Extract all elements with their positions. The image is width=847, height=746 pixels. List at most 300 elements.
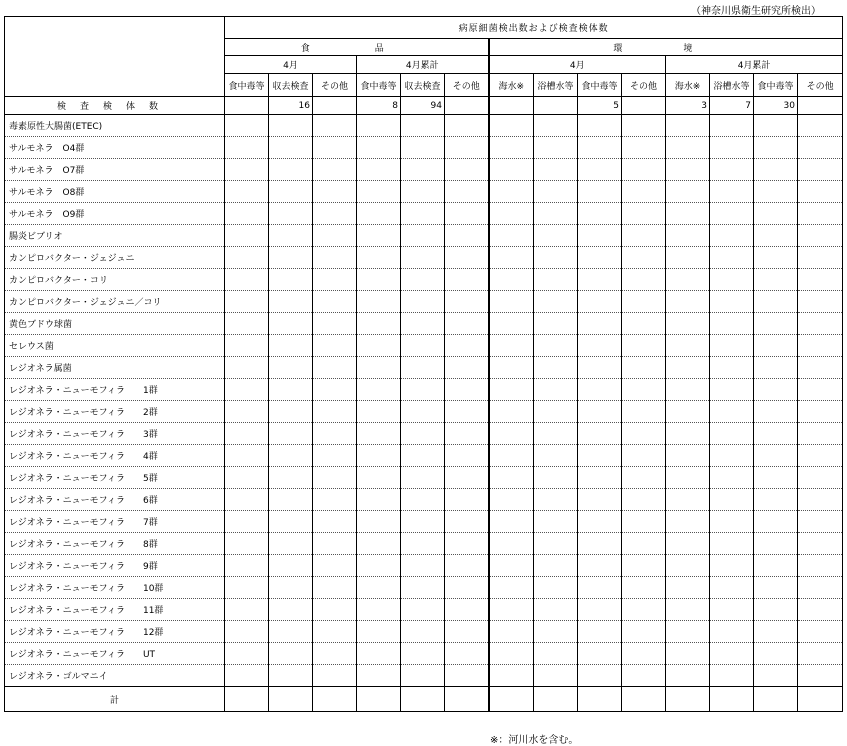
data-cell: [445, 181, 489, 203]
data-cell: [798, 511, 843, 533]
data-cell: [357, 489, 401, 511]
data-cell: [622, 137, 666, 159]
data-cell: [666, 115, 710, 137]
table-row: [5, 247, 843, 269]
data-cell: [578, 291, 622, 313]
data-cell: [401, 599, 445, 621]
organism-label: レジオネラ・ニューモフィラ 4群: [5, 445, 225, 467]
data-cell: [754, 203, 798, 225]
data-cell: [225, 181, 269, 203]
count-label: 検査検体数: [5, 97, 225, 115]
data-cell: [666, 291, 710, 313]
organism-label: レジオネラ属菌: [5, 357, 225, 379]
data-cell: [622, 423, 666, 445]
data-cell: [269, 137, 313, 159]
data-cell: [225, 621, 269, 643]
data-cell: [489, 357, 534, 379]
data-cell: [754, 313, 798, 335]
col-food-month-1: 収去検査: [269, 74, 313, 97]
data-cell: [578, 511, 622, 533]
data-cell: [622, 533, 666, 555]
table-row: [5, 577, 843, 599]
data-cell: [401, 533, 445, 555]
data-cell: [445, 269, 489, 291]
data-cell: [754, 533, 798, 555]
data-cell: [401, 357, 445, 379]
data-cell: [666, 423, 710, 445]
data-cell: [710, 159, 754, 181]
count-cell: [622, 97, 666, 115]
data-cell: [754, 357, 798, 379]
data-cell: [534, 225, 578, 247]
total-cell: [489, 687, 534, 712]
data-cell: [313, 489, 357, 511]
data-cell: [445, 489, 489, 511]
total-cell: [622, 687, 666, 712]
data-cell: [269, 203, 313, 225]
data-cell: [578, 225, 622, 247]
data-cell: [489, 621, 534, 643]
organism-label: サルモネラ O9群: [5, 203, 225, 225]
table-row: [5, 269, 843, 291]
data-cell: [269, 533, 313, 555]
table-row: [5, 467, 843, 489]
data-cell: [357, 533, 401, 555]
data-cell: [710, 599, 754, 621]
data-cell: [313, 247, 357, 269]
data-cell: [798, 621, 843, 643]
data-cell: [754, 489, 798, 511]
data-cell: [269, 335, 313, 357]
data-cell: [710, 445, 754, 467]
data-cell: [269, 225, 313, 247]
data-cell: [622, 291, 666, 313]
data-cell: [445, 665, 489, 687]
data-cell: [445, 357, 489, 379]
table-row: [5, 379, 843, 401]
col-env-cum-2: 食中毒等: [754, 74, 798, 97]
data-cell: [489, 467, 534, 489]
data-cell: [313, 555, 357, 577]
data-cell: [666, 247, 710, 269]
data-cell: [489, 555, 534, 577]
organism-label: レジオネラ・ニューモフィラ UT: [5, 643, 225, 665]
data-cell: [357, 599, 401, 621]
data-cell: [313, 533, 357, 555]
data-cell: [754, 423, 798, 445]
data-cell: [489, 313, 534, 335]
col-env-cum-0: 海水※: [666, 74, 710, 97]
table-row: [5, 137, 843, 159]
data-cell: [622, 555, 666, 577]
data-cell: [798, 379, 843, 401]
data-cell: [578, 247, 622, 269]
data-cell: [622, 181, 666, 203]
data-cell: [313, 423, 357, 445]
data-cell: [313, 335, 357, 357]
col-food-cum-0: 食中毒等: [357, 74, 401, 97]
data-cell: [269, 291, 313, 313]
data-cell: [578, 577, 622, 599]
data-cell: [357, 203, 401, 225]
data-cell: [622, 225, 666, 247]
data-cell: [534, 181, 578, 203]
data-cell: [798, 269, 843, 291]
data-cell: [313, 159, 357, 181]
data-cell: [578, 467, 622, 489]
data-cell: [313, 643, 357, 665]
data-cell: [754, 577, 798, 599]
data-cell: [225, 203, 269, 225]
data-cell: [710, 335, 754, 357]
data-cell: [622, 115, 666, 137]
data-cell: [445, 159, 489, 181]
organism-label: サルモネラ O8群: [5, 181, 225, 203]
col-env-month-3: その他: [622, 74, 666, 97]
data-cell: [225, 137, 269, 159]
data-cell: [578, 379, 622, 401]
data-cell: [622, 313, 666, 335]
count-cell: [798, 97, 843, 115]
data-cell: [225, 247, 269, 269]
data-cell: [489, 247, 534, 269]
data-cell: [578, 269, 622, 291]
data-cell: [666, 137, 710, 159]
data-cell: [534, 335, 578, 357]
organism-label: レジオネラ・ニューモフィラ 10群: [5, 577, 225, 599]
data-cell: [578, 203, 622, 225]
table-row: [5, 291, 843, 313]
data-cell: [357, 621, 401, 643]
data-cell: [225, 159, 269, 181]
data-cell: [269, 247, 313, 269]
table-row: [5, 357, 843, 379]
data-cell: [225, 599, 269, 621]
data-cell: [489, 445, 534, 467]
data-cell: [666, 313, 710, 335]
data-cell: [269, 313, 313, 335]
data-cell: [534, 401, 578, 423]
data-cell: [798, 335, 843, 357]
organism-label: レジオネラ・ニューモフィラ 1群: [5, 379, 225, 401]
organism-label: レジオネラ・ニューモフィラ 12群: [5, 621, 225, 643]
data-cell: [357, 665, 401, 687]
data-cell: [225, 357, 269, 379]
data-cell: [357, 313, 401, 335]
data-cell: [489, 511, 534, 533]
table-row: [5, 225, 843, 247]
data-cell: [710, 467, 754, 489]
data-cell: [578, 115, 622, 137]
data-cell: [401, 225, 445, 247]
data-cell: [798, 115, 843, 137]
col-env-cum-1: 浴槽水等: [710, 74, 754, 97]
data-cell: [357, 467, 401, 489]
data-cell: [754, 225, 798, 247]
data-cell: [534, 599, 578, 621]
data-cell: [357, 401, 401, 423]
data-cell: [754, 181, 798, 203]
data-cell: [754, 665, 798, 687]
data-cell: [445, 467, 489, 489]
data-cell: [269, 643, 313, 665]
data-cell: [754, 159, 798, 181]
data-cell: [798, 247, 843, 269]
data-cell: [313, 269, 357, 291]
data-cell: [534, 203, 578, 225]
data-cell: [445, 115, 489, 137]
organism-label: カンピロバクター・ジェジュニ: [5, 247, 225, 269]
data-cell: [754, 599, 798, 621]
data-cell: [754, 401, 798, 423]
data-cell: [578, 159, 622, 181]
data-cell: [622, 643, 666, 665]
data-cell: [622, 159, 666, 181]
data-cell: [798, 555, 843, 577]
organism-label: 腸炎ビブリオ: [5, 225, 225, 247]
data-cell: [269, 181, 313, 203]
data-cell: [225, 577, 269, 599]
data-cell: [754, 247, 798, 269]
data-cell: [269, 599, 313, 621]
data-cell: [622, 401, 666, 423]
organism-label: カンピロバクター・コリ: [5, 269, 225, 291]
data-cell: [269, 665, 313, 687]
data-cell: [269, 577, 313, 599]
data-cell: [534, 533, 578, 555]
food-cumulative-header: 4月累計: [357, 56, 489, 74]
data-cell: [269, 511, 313, 533]
data-cell: [578, 665, 622, 687]
env-month-header: 4月: [489, 56, 666, 74]
count-cell: 5: [578, 97, 622, 115]
table-row: [5, 115, 843, 137]
table-row: [5, 599, 843, 621]
data-cell: [754, 335, 798, 357]
data-cell: [754, 643, 798, 665]
data-cell: [534, 555, 578, 577]
data-cell: [269, 401, 313, 423]
data-cell: [534, 379, 578, 401]
data-cell: [357, 159, 401, 181]
data-cell: [710, 665, 754, 687]
data-cell: [534, 643, 578, 665]
source-note: （神奈川県衛生研究所検出）: [691, 6, 821, 17]
data-cell: [445, 533, 489, 555]
data-cell: [534, 423, 578, 445]
data-cell: [225, 313, 269, 335]
data-cell: [489, 665, 534, 687]
data-cell: [313, 115, 357, 137]
data-cell: [622, 577, 666, 599]
data-cell: [225, 269, 269, 291]
data-cell: [357, 181, 401, 203]
data-cell: [313, 137, 357, 159]
data-cell: [401, 181, 445, 203]
data-cell: [666, 555, 710, 577]
total-cell: [798, 687, 843, 712]
data-cell: [798, 357, 843, 379]
total-label: 計: [5, 687, 225, 712]
data-cell: [666, 335, 710, 357]
table-row: [5, 423, 843, 445]
data-cell: [445, 247, 489, 269]
data-cell: [666, 181, 710, 203]
data-cell: [578, 621, 622, 643]
data-cell: [710, 555, 754, 577]
data-cell: [401, 665, 445, 687]
data-cell: [578, 181, 622, 203]
data-cell: [357, 115, 401, 137]
data-cell: [489, 577, 534, 599]
organism-label: レジオネラ・ニューモフィラ 2群: [5, 401, 225, 423]
data-cell: [489, 489, 534, 511]
data-cell: [666, 643, 710, 665]
data-cell: [225, 643, 269, 665]
data-cell: [798, 599, 843, 621]
data-cell: [534, 115, 578, 137]
data-cell: [798, 137, 843, 159]
col-env-month-2: 食中毒等: [578, 74, 622, 97]
data-cell: [710, 511, 754, 533]
data-cell: [401, 269, 445, 291]
col-food-cum-1: 収去検査: [401, 74, 445, 97]
data-cell: [269, 621, 313, 643]
data-cell: [622, 247, 666, 269]
data-cell: [798, 401, 843, 423]
data-cell: [534, 313, 578, 335]
table-row: [5, 159, 843, 181]
table-row: [5, 533, 843, 555]
data-cell: [489, 643, 534, 665]
data-cell: [710, 423, 754, 445]
data-cell: [710, 291, 754, 313]
data-cell: [445, 577, 489, 599]
data-cell: [225, 445, 269, 467]
col-food-month-2: その他: [313, 74, 357, 97]
data-cell: [666, 467, 710, 489]
data-cell: [622, 203, 666, 225]
data-cell: [357, 555, 401, 577]
data-cell: [710, 489, 754, 511]
data-cell: [534, 357, 578, 379]
data-cell: [578, 555, 622, 577]
data-cell: [401, 445, 445, 467]
data-cell: [225, 533, 269, 555]
data-cell: [313, 379, 357, 401]
data-cell: [798, 203, 843, 225]
data-cell: [710, 313, 754, 335]
total-cell: [710, 687, 754, 712]
total-cell: [666, 687, 710, 712]
data-cell: [534, 665, 578, 687]
data-cell: [754, 511, 798, 533]
data-cell: [489, 115, 534, 137]
data-cell: [401, 115, 445, 137]
data-cell: [401, 379, 445, 401]
data-cell: [225, 225, 269, 247]
data-cell: [489, 401, 534, 423]
data-cell: [622, 445, 666, 467]
data-cell: [401, 313, 445, 335]
data-cell: [710, 357, 754, 379]
data-cell: [666, 621, 710, 643]
data-cell: [534, 247, 578, 269]
data-cell: [401, 203, 445, 225]
data-cell: [578, 599, 622, 621]
data-cell: [225, 291, 269, 313]
data-cell: [357, 291, 401, 313]
data-cell: [798, 423, 843, 445]
data-cell: [622, 467, 666, 489]
organism-label: レジオネラ・ニューモフィラ 5群: [5, 467, 225, 489]
data-cell: [445, 401, 489, 423]
data-cell: [798, 445, 843, 467]
data-cell: [710, 577, 754, 599]
organism-label: レジオネラ・ニューモフィラ 9群: [5, 555, 225, 577]
data-cell: [357, 137, 401, 159]
data-cell: [578, 335, 622, 357]
data-cell: [666, 511, 710, 533]
bacteria-table: [4, 16, 843, 712]
data-cell: [401, 577, 445, 599]
data-cell: [534, 291, 578, 313]
data-cell: [754, 137, 798, 159]
data-cell: [666, 533, 710, 555]
data-cell: [622, 489, 666, 511]
data-cell: [622, 357, 666, 379]
total-cell: [401, 687, 445, 712]
table-title: 病原細菌検出数および検査検体数: [225, 17, 843, 39]
data-cell: [578, 357, 622, 379]
data-cell: [798, 643, 843, 665]
data-cell: [489, 203, 534, 225]
data-cell: [578, 401, 622, 423]
table-row: [5, 511, 843, 533]
count-cell: 16: [269, 97, 313, 115]
data-cell: [357, 423, 401, 445]
data-cell: [445, 291, 489, 313]
col-food-cum-2: その他: [445, 74, 489, 97]
data-cell: [489, 159, 534, 181]
organism-label: レジオネラ・ニューモフィラ 7群: [5, 511, 225, 533]
data-cell: [666, 225, 710, 247]
table-row: [5, 203, 843, 225]
total-cell: [313, 687, 357, 712]
environment-header: 環 境: [489, 39, 843, 56]
organism-label: サルモネラ O7群: [5, 159, 225, 181]
data-cell: [754, 379, 798, 401]
data-cell: [710, 115, 754, 137]
data-cell: [269, 379, 313, 401]
table-row: [5, 665, 843, 687]
data-cell: [225, 335, 269, 357]
data-cell: [313, 203, 357, 225]
data-cell: [489, 291, 534, 313]
data-cell: [357, 335, 401, 357]
data-cell: [534, 467, 578, 489]
data-cell: [225, 115, 269, 137]
table-row: [5, 445, 843, 467]
data-cell: [666, 445, 710, 467]
col-env-month-1: 浴槽水等: [534, 74, 578, 97]
data-cell: [269, 159, 313, 181]
data-cell: [798, 533, 843, 555]
data-cell: [313, 291, 357, 313]
data-cell: [401, 555, 445, 577]
col-food-month-0: 食中毒等: [225, 74, 269, 97]
data-cell: [313, 511, 357, 533]
